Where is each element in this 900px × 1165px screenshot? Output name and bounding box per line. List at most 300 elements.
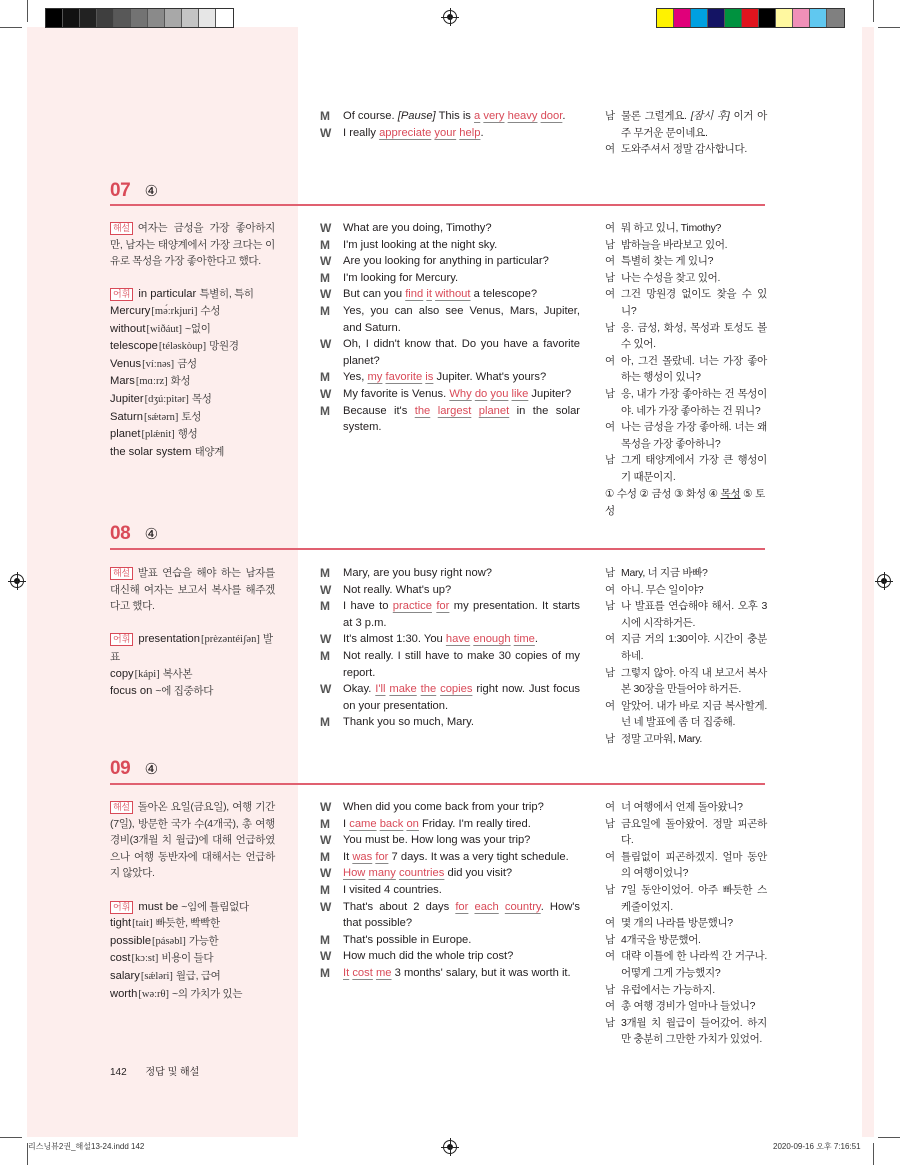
text-segment: 대략 이틀에 한 나라씩 간 거구나. 어떻게 그게 가능했지? [621,950,767,979]
vocab-phonetic: [téləskòup] [158,341,207,353]
translation-text [621,731,767,748]
vocab-phonetic: [tait] [132,918,153,930]
speaker-label: M [320,303,330,318]
text-segment: 특별히 찾는 게 있니? [621,255,714,268]
translation-text [621,598,767,631]
text-segment: It [343,850,353,863]
section-07-translation [605,220,767,486]
text-segment: I really [343,126,380,139]
vocab-phonetic: [mɑːrz] [135,376,168,388]
key-phrase: without [435,288,471,301]
explanation-tag: 해설 [110,801,133,814]
dialogue-text [343,403,580,436]
text-segment: 7 days. It was a very tight schedule. [388,850,569,863]
speaker-label: 여 [605,583,616,596]
vocab-phonetic: [wiðáut] [146,323,183,335]
speaker-label: M [320,816,330,831]
speaker-label: M [320,715,330,730]
translation-line [605,320,767,353]
text-segment: 나는 금성을 가장 좋아해. 너는 왜 목성을 가장 좋아하니? [621,421,767,450]
section-08-script [320,565,580,731]
vocab-item [110,286,275,303]
page-label: 정답 및 해설 [145,1067,200,1078]
dialogue-line [320,403,580,436]
vocab-word: Mercury [110,304,151,317]
text-segment: But can you [343,288,406,301]
dialogue-line [320,237,580,254]
text-segment: You must be. How long was your trip? [343,834,531,847]
dialogue-line [320,849,580,866]
key-phrase: for [375,850,389,863]
key-phrase: the [420,683,437,696]
vocab-item [110,986,275,1004]
translation-text [621,698,767,731]
color-swatch [63,9,80,27]
translation-text [621,1015,767,1048]
text-segment: 틀림없이 피곤하겠지. 얼마 동안의 여행이었니? [621,850,767,880]
speaker-label: W [320,582,332,597]
vocab-meaning: 빠듯한, 빡빡한 [155,917,220,930]
explanation [110,799,275,882]
translation-text [621,948,767,981]
key-phrase: It [343,966,350,979]
crop-mark [0,27,22,28]
speaker-label: W [320,899,332,914]
text-segment: Not really. I still have to make 30 copies of my report. [343,649,580,679]
speaker-label: 남 [605,110,616,122]
key-phrase: planet [478,404,510,417]
dialogue-text [343,899,580,932]
speaker-label: 남 [605,732,616,745]
section-08-header [110,523,765,545]
dialogue-text [343,648,580,681]
key-phrase: your [434,126,457,139]
speaker-label: M [320,237,330,252]
translation-text [621,915,767,932]
translation-text [621,452,767,485]
text-segment: 응, 내가 가장 좋아하는 건 목성이야. 네가 가장 좋아하는 건 뭐니? [621,387,767,417]
vocab-phonetic: [kápi] [134,668,160,680]
key-phrase: have [445,633,471,646]
text-segment: Oh, I didn't know that. Do you have a favorite planet? [343,338,580,367]
vocab-item [110,356,275,374]
dialogue-text [343,816,580,833]
text-segment: 도와주셔서 정말 감사합니다. [621,143,747,156]
speaker-label: M [320,882,330,897]
key-phrase: heavy [507,110,538,122]
key-phrase: many [368,867,396,880]
text-segment: 나는 수성을 찾고 있어. [621,271,721,284]
text-segment: ① 수성 [605,488,640,500]
key-phrase: the [414,404,431,417]
text-segment [430,405,437,417]
text-segment: ④ [708,488,721,500]
text-segment: How much did the whole trip cost? [343,950,514,963]
vocab-phonetic: [wəːrθ] [138,988,170,1000]
translation-text [621,108,767,141]
text-segment: Of course. [343,110,398,122]
speaker-label: 여 [605,801,616,813]
dialogue-text [343,108,580,125]
key-phrase: like [511,387,529,400]
text-segment: 나 발표를 연습해야 해서. 오후 3시에 시작하거든. [621,600,767,629]
vocab-phonetic: [sǽləri] [140,970,173,982]
text-segment: 그게 태양계에서 가장 큰 행성이기 때문이지. [621,454,767,483]
text-segment: Yes, you can also see Venus, Mars, Jupiter, and Saturn. [343,304,580,334]
section-divider [110,204,765,206]
translation-line [605,237,767,254]
vocab-meaning: 행성 [177,428,198,441]
text-segment: 3 months' salary, but it was worth it. [391,966,571,979]
speaker-label: 남 [605,454,616,467]
vocab-phonetic: [kɔːst] [131,953,159,965]
vocab-item [110,631,275,665]
translation-text [621,582,767,599]
text-segment: I visited 4 countries. [343,883,442,896]
speaker-label: 남 [605,933,616,946]
text-segment: . [534,633,538,646]
text-segment: 이거 아주 무거운 문이네요. [621,110,767,139]
text-segment: I [343,817,350,830]
speaker-label: 여 [605,354,616,367]
text-segment: 금요일에 돌아왔어. 정말 피곤하다. [621,817,767,847]
dialogue-line [320,565,580,582]
color-swatch [742,9,759,27]
speaker-label: M [320,370,330,385]
dialogue-text [343,948,580,965]
text-segment: 7일 동안이었어. 아주 빠듯한 스케줄이었지. [621,883,767,913]
vocab-meaning: 특별히, 특히 [199,288,254,301]
vocab-meaning: ~없이 [185,322,211,335]
key-phrase: time [513,633,535,646]
vocab-meaning: 수성 [200,304,221,317]
key-phrase: on [406,817,419,830]
text-segment: did you visit? [444,867,513,880]
text-segment: . How's that possible? [343,900,581,930]
key-phrase: came [349,817,377,830]
text-segment: 응. 금성, 화성, 목성과 토성도 볼 수 있어. [621,321,767,351]
vocab-item [110,444,275,461]
dialogue-text [343,714,580,731]
text-segment: 뭐 하고 있니, Timothy? [621,222,722,234]
text-segment: [잠시 후] [690,110,730,122]
color-swatch [725,9,742,27]
vocab-item [110,899,275,916]
vocab-word: worth [110,987,138,1000]
speaker-label: 남 [605,883,616,896]
speaker-label: 여 [605,699,616,712]
speaker-label: 여 [605,255,616,268]
dialogue-line [320,882,580,899]
speaker-label: M [320,109,330,123]
crop-mark [27,0,28,22]
color-swatch [165,9,182,27]
vocab-item [110,391,275,409]
text-segment: Jupiter. What's yours? [433,371,547,384]
dialogue-line [320,582,580,599]
vocab-phonetic: [víːnəs] [142,358,175,370]
dialogue-line [320,303,580,336]
key-phrase: How [343,867,366,880]
dialogue-line [320,253,580,270]
speaker-label: W [320,833,332,848]
section-07-choices [605,486,767,519]
text-segment: I'm looking for Mercury. [343,271,459,284]
text-segment: That's about 2 days [343,900,456,913]
prev-script [320,108,580,141]
speaker-label: 남 [605,1016,616,1029]
vocab-phonetic: [sǽtərn] [143,411,179,423]
spacer [110,615,275,632]
dialogue-line [320,648,580,681]
text-segment: [Pause] [397,110,436,122]
text-segment: 알았어. 내가 바로 지금 복사할게. 넌 네 발표에 좀 더 집중해. [621,699,767,729]
registration-mark-icon [443,1140,457,1154]
vocab-meaning: 비용이 들다 [161,952,214,965]
text-segment: ② 금성 [639,488,675,500]
dialogue-text [343,220,580,237]
answer-mark: ④ [144,526,159,543]
grayscale-color-bar [45,8,234,28]
crop-mark [0,1137,22,1138]
translation-text [621,141,767,158]
speaker-label: M [320,599,330,614]
key-phrase: for [436,600,450,613]
vocab-item [110,426,275,444]
speaker-label: M [320,965,330,980]
text-segment: This is [435,110,475,122]
translation-line [605,698,767,731]
speaker-label: W [320,682,332,697]
vocab-word: salary [110,969,140,982]
vocab-word: in particular [138,288,197,301]
text-segment: Thank you so much, Mary. [343,716,474,729]
explanation-text: 여자는 금성을 가장 좋아하지만, 남자는 태양계에서 가장 크다는 이유로 목성을 가장 좋아한다고 했다. [110,222,275,268]
file-slug: 리스닝뷰2권_해설13-24.indd 142 [28,1142,145,1151]
text-segment: Not really. What's up? [343,583,452,596]
section-09-translation [605,799,767,1048]
text-segment: 총 여행 경비가 얼마나 들었니? [621,1000,756,1013]
text-segment [471,405,478,417]
text-segment: 목성 [720,488,741,500]
section-07-notes [110,220,275,460]
dialogue-line [320,369,580,386]
color-swatch [827,9,844,27]
translation-text [621,419,767,452]
translation-text [621,932,767,949]
color-swatch [182,9,199,27]
dialogue-line [320,865,580,882]
spacer [110,270,275,287]
dialogue-text [343,336,580,369]
key-phrase: enough [473,633,511,646]
text-segment: What are you doing, Timothy? [343,222,492,234]
speaker-label: 남 [605,567,616,579]
translation-line [605,948,767,981]
dialogue-line [320,832,580,849]
explanation-text: 발표 연습을 해야 하는 남자를 대신해 여자는 보고서 복사를 해주겠다고 했다. [110,567,275,613]
dialogue-text [343,681,580,714]
vocab-word: planet [110,428,141,441]
key-phrase: copies [440,683,473,696]
key-phrase: country [504,900,541,913]
speaker-label: W [320,337,332,352]
key-phrase: practice [392,600,432,613]
speaker-label: W [320,254,332,269]
speaker-label: 여 [605,288,616,301]
key-phrase: cost [352,966,373,979]
color-swatch [810,9,827,27]
section-09-script [320,799,580,982]
vocab-word: cost [110,952,131,965]
vocab-meaning: ~의 가치가 있는 [172,987,243,1000]
speaker-label: M [320,270,330,285]
vocab-item [110,968,275,986]
translation-text [621,220,767,237]
translation-text [621,665,767,698]
vocab-item [110,338,275,356]
speaker-label: 남 [605,817,616,830]
translation-text [621,982,767,999]
crop-mark [873,0,874,22]
vocab-word: telescope [110,340,158,353]
translation-line [605,915,767,932]
translation-line [605,286,767,319]
section-09-header [110,758,765,780]
color-swatch [199,9,216,27]
dialogue-line [320,799,580,816]
dialogue-text [343,270,580,287]
explanation-tag: 해설 [110,222,133,235]
dialogue-text [343,286,580,303]
translation-line [605,582,767,599]
vocab-meaning: 금성 [177,357,197,370]
text-segment: . [562,110,566,122]
text-segment: 밤하늘을 바라보고 있어. [621,238,728,251]
color-swatch [131,9,148,27]
speaker-label: 남 [605,600,616,613]
speaker-label: 여 [605,1000,616,1013]
speaker-label: M [320,849,330,864]
key-phrase: was [352,850,373,863]
speaker-label: 여 [605,222,616,234]
vocab-meaning: 태양계 [194,445,225,458]
key-phrase: help [459,126,481,139]
translation-text [621,353,767,386]
text-segment: right now. Just focus on your presentation. [343,683,581,712]
translation-line [605,1015,767,1048]
text-segment: Are you looking for anything in particular? [343,255,549,268]
speaker-label: M [320,932,330,947]
key-phrase: me [375,966,392,979]
dialogue-line [320,948,580,965]
section-07-script [320,220,580,436]
translation-text [621,849,767,882]
vocab-word: Jupiter [110,392,144,405]
vocab-phonetic: [dʒúːpitər] [144,393,189,405]
vocab-word: must be [138,900,179,913]
color-swatch [793,9,810,27]
translation-line [605,141,767,158]
vocab-item [110,933,275,951]
dialogue-text [343,882,580,899]
prev-translation [605,108,767,158]
crop-mark [878,27,900,28]
color-swatch [759,9,776,27]
dialogue-line [320,598,580,631]
translation-line [605,253,767,270]
vocab-item [110,321,275,339]
key-phrase: it [426,288,432,301]
text-segment: Okay. [343,683,376,696]
speaker-label: 남 [605,387,616,400]
question-number: 08 [110,523,131,544]
color-swatch [114,9,131,27]
dialogue-line [320,932,580,949]
speaker-label: W [320,632,332,647]
key-phrase: for [455,900,469,913]
spacer [110,882,275,899]
explanation-tag: 해설 [110,567,133,580]
dialogue-line [320,899,580,932]
vocab-item [110,409,275,427]
key-phrase: countries [398,867,445,880]
key-phrase: make [389,683,417,696]
speaker-label: M [320,566,330,580]
explanation-text: 돌아온 요일(금요일), 여행 기간(7일), 방문한 국가 수(4개국), 총 여행 경비(3개월 치 월급)에 대해 언급하였으나 여행 동반자에 대해서는 언급하지 않았다. [110,801,275,880]
registration-mark-icon [877,574,891,588]
text-segment: ③ 화성 [674,488,709,500]
vocab-word: focus on [110,685,153,698]
vocab-word: possible [110,934,152,947]
text-segment: a telescope? [470,288,538,301]
dialogue-text [343,237,580,254]
translation-text [621,882,767,915]
color-swatch [674,9,691,27]
text-segment: 3개월 치 월급이 들어갔어. 하지만 충분히 그만한 가치가 있었어. [621,1016,767,1046]
dialogue-text [343,799,580,816]
vocab-word: presentation [138,633,200,646]
translation-line [605,270,767,287]
text-segment: 그렇지 않아. 아직 내 보고서 복사본 30장을 만들어야 하거든. [621,666,767,696]
vocab-item [110,303,275,321]
speaker-label: W [320,866,332,881]
key-phrase: is [425,371,434,384]
color-swatch [216,9,233,27]
section-divider [110,548,765,550]
key-phrase: favorite [385,371,423,384]
dialogue-line [320,270,580,287]
speaker-label: 여 [605,633,616,646]
text-segment: 유럽에서는 가능하지. [621,983,715,996]
key-phrase: each [474,900,499,913]
section-08-translation [605,565,767,748]
translation-line [605,419,767,452]
dialogue-text [343,386,580,403]
dialogue-line [320,220,580,237]
vocab-meaning: 월급, 급여 [175,969,221,982]
dialogue-text [343,849,580,866]
vocab-meaning: 화성 [170,375,191,388]
dialogue-line [320,631,580,648]
right-margin-band [862,27,874,1137]
translation-text [621,253,767,270]
key-phrase: you [490,387,509,400]
translation-text [621,320,767,353]
vocab-meaning: 목성 [191,392,212,405]
speaker-label: 여 [605,850,616,863]
vocab-item [110,666,275,684]
